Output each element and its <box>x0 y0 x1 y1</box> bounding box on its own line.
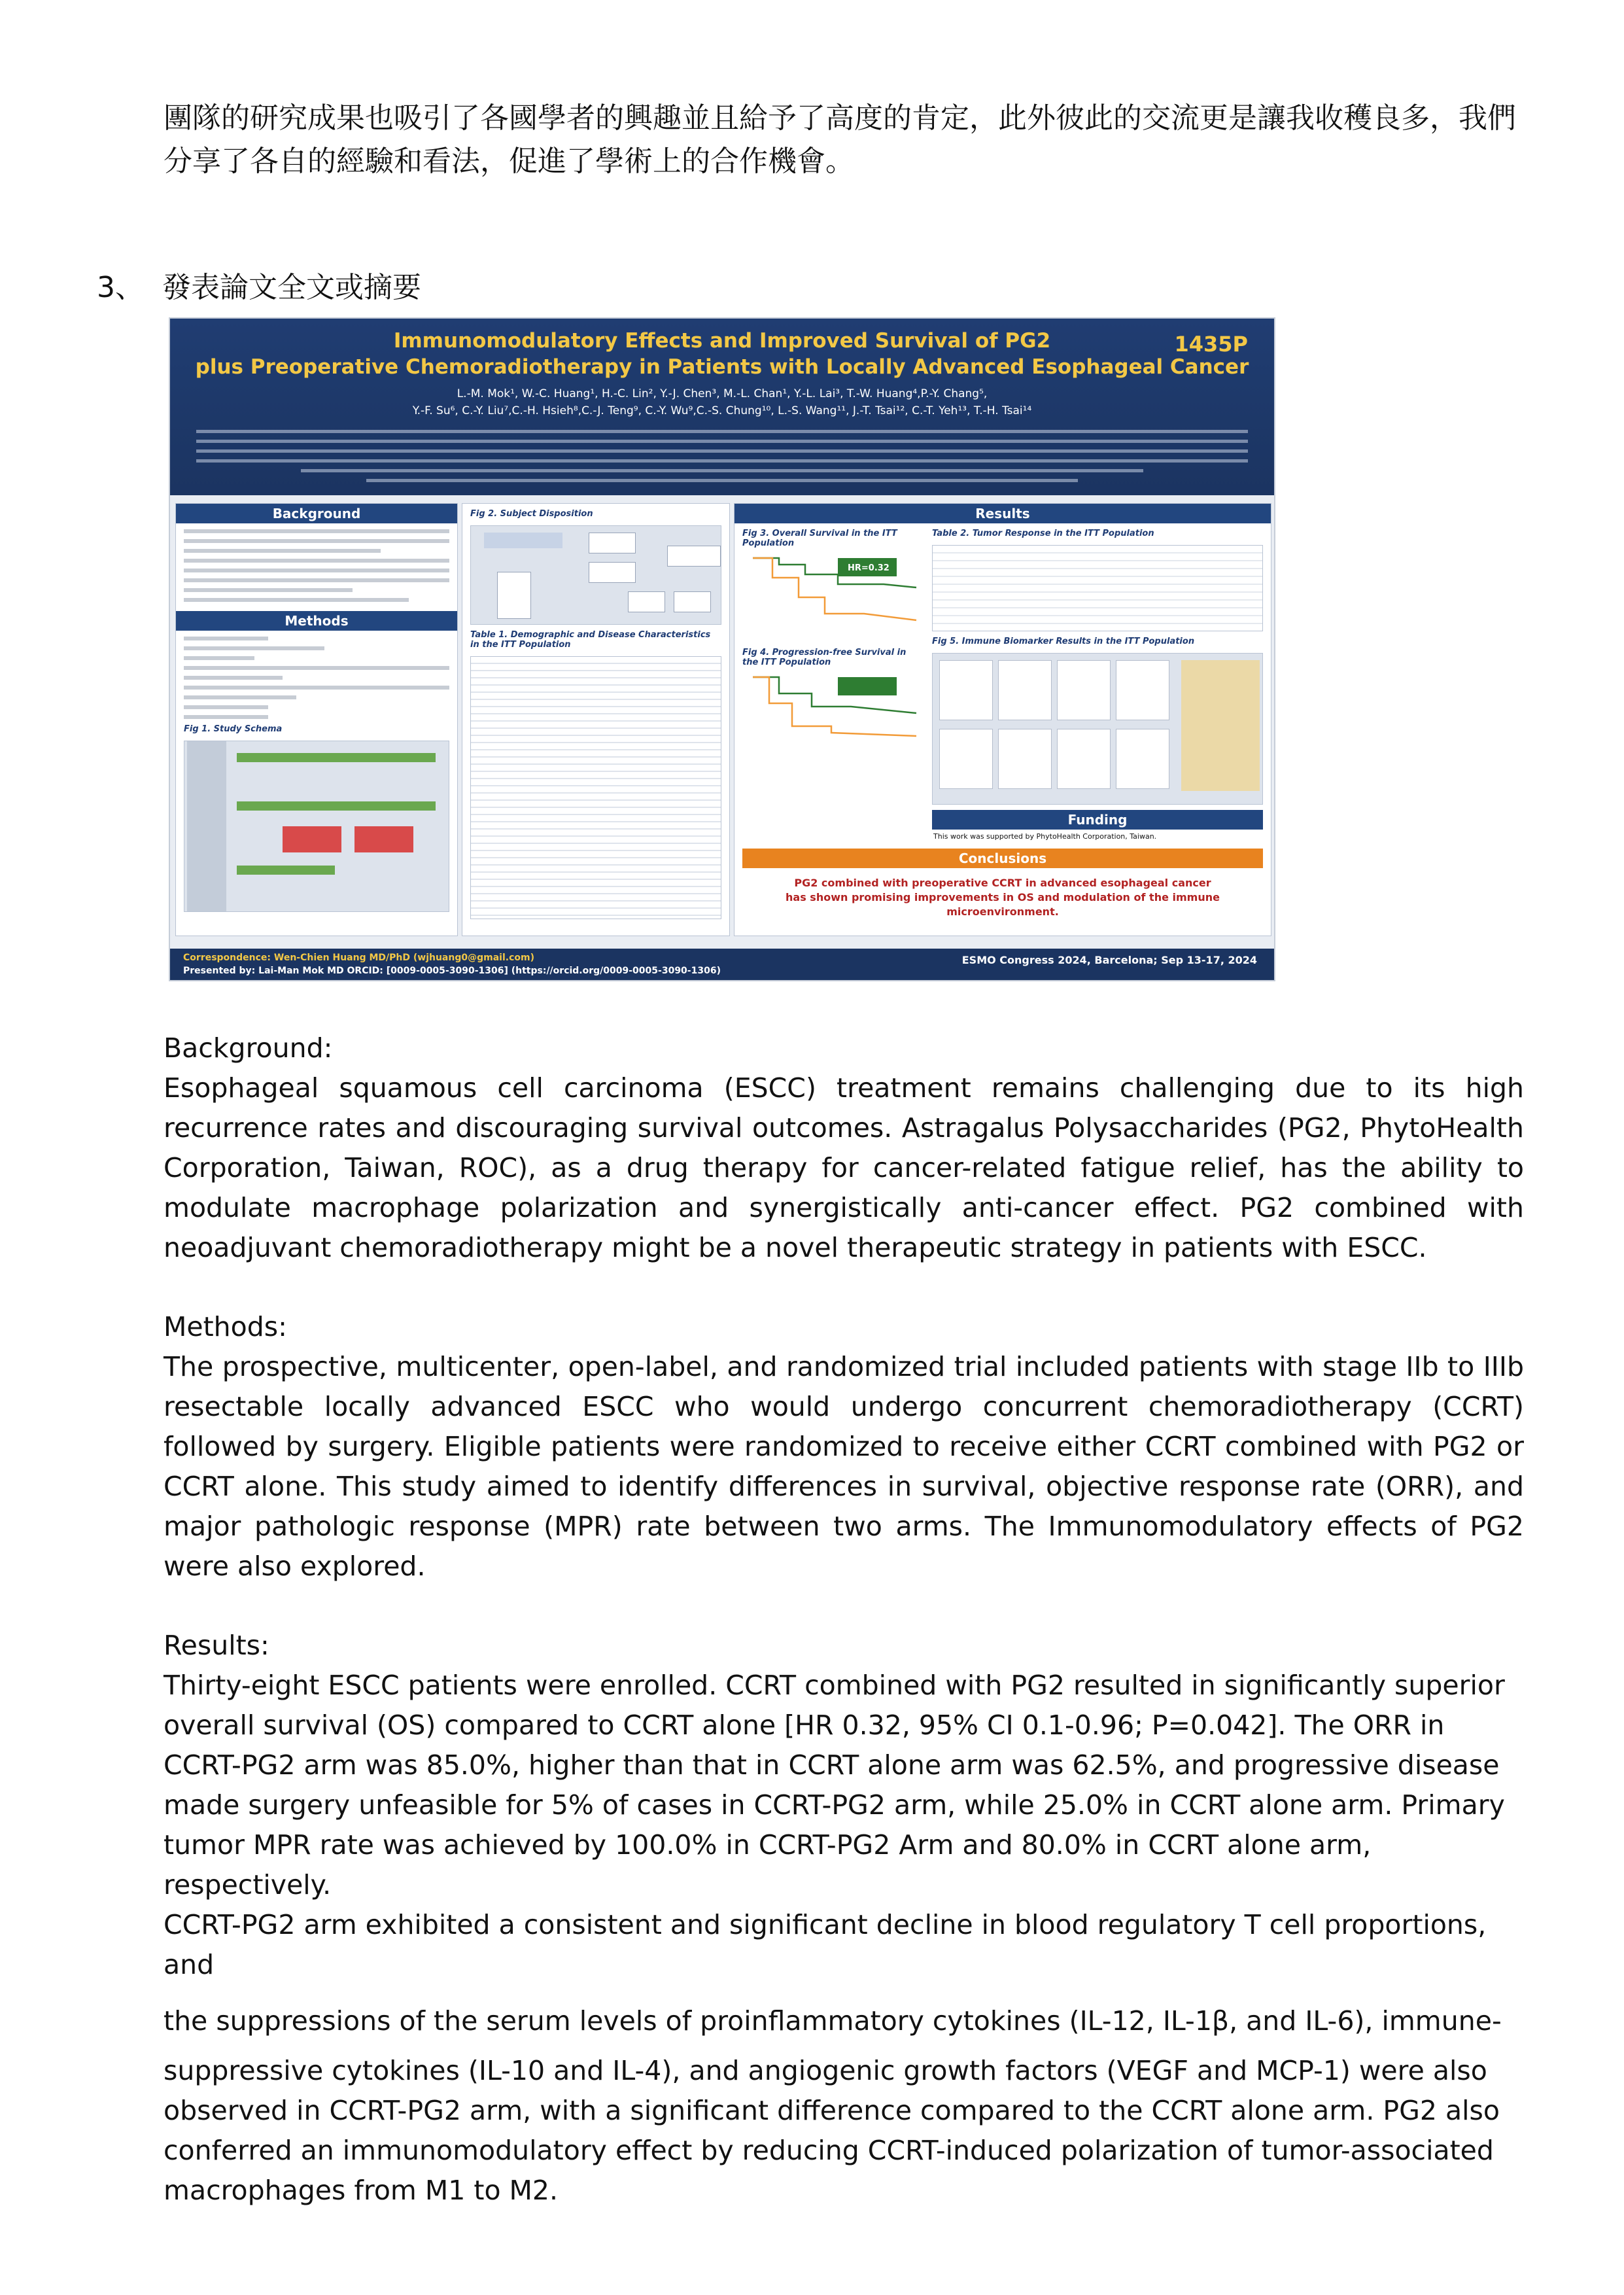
results-line-5: tumor MPR rate was achieved by 100.0% in CCRT-PG2 Arm and 80.0% in CCRT alone arm, respectively. <box>164 1829 1372 1901</box>
methods-text: The prospective, multicenter, open-label, and randomized trial included patients with stage IIb to IIIb resectable locally advanced ESCC who would undergo concurrent chemoradiotherapy (CCRT) followed by surgery. Eligible patients were randomized to receive either CCRT combined with PG2 or CCRT alone. This study aimed to identify differences in survival, objective response rate (ORR), and major pathologic response (MPR) rate between two arms. The Immunomodulatory effects of PG2 were also explored. <box>164 1351 1524 1582</box>
section-number: 3、 <box>97 271 144 304</box>
poster-left-column <box>175 503 458 936</box>
intro-paragraph: 團隊的研究成果也吸引了各國學者的興趣並且給予了高度的肯定，此外彼此的交流更是讓我收穫良多，我們分享了各自的經驗和看法，促進了學術上的合作機會。 <box>164 101 1516 178</box>
results-line-10: conferred an immunomodulatory effect by reducing CCRT-induced polarization of tumor-associated <box>164 2135 1494 2166</box>
poster-conclusions-title: Conclusions <box>742 849 1263 868</box>
poster-fig1-label: Fig 1. Study Schema <box>184 724 283 734</box>
poster-title-line-1: Immunomodulatory Effects and Improved Survival of PG2 <box>393 329 1051 353</box>
results-line-2: overall survival (OS) compared to CCRT alone [HR 0.32, 95% CI 0.1-0.96; P=0.042]. The ORR in <box>164 1709 1445 1741</box>
hr-annotation: HR=0.32 <box>848 563 890 573</box>
results-line-6: CCRT-PG2 arm exhibited a consistent and significant decline in blood regulatory T cell proportions, and <box>164 1909 1487 1980</box>
results-line-8: suppressive cytokines (IL-10 and IL-4), and angiogenic growth factors (VEGF and MCP-1) were also <box>164 2055 1487 2086</box>
methods-label: Methods: <box>164 1311 287 1342</box>
background-text: Esophageal squamous cell carcinoma (ESCC) treatment remains challenging due to its high recurrence rates and discouraging survival outcomes. Astragalus Polysaccharides (PG2, PhytoHealth Corporation, Taiwan, ROC), as a drug therapy for cancer-related fatigue relief, has the ability to modulate macrophage polarization and synergistically anti-cancer effect. PG2 combined with neoadjuvant chemoradiotherapy might be a novel therapeutic strategy in patients with ESCC. <box>164 1072 1524 1263</box>
poster-id: 1435P <box>1174 332 1248 357</box>
poster-conclusion-line-1: PG2 combined with preoperative CCRT in advanced esophageal cancer <box>794 877 1211 889</box>
poster-fig4-label: Fig 4. Progression-free Survival in the ITT Population <box>742 648 907 667</box>
poster-fig3-label: Fig 3. Overall Survival in the ITT Population <box>742 529 897 548</box>
demographics-table <box>470 656 721 919</box>
poster-background-title: Background <box>176 504 457 523</box>
overall-survival-curve <box>740 548 923 640</box>
results-line-9: observed in CCRT-PG2 arm, with a significant difference compared to the CCRT alone arm. PG2 also <box>164 2095 1500 2126</box>
affiliations-text-line <box>196 440 1248 443</box>
poster-conclusion-line-2: has shown promising improvements in OS and modulation of the immune microenvironment. <box>786 891 1220 918</box>
poster-presenter: Presented by: Lai-Man Mok MD ORCID: [0009-0005-3090-1306] (https://orcid.org/0009-0005-3090-1306) <box>183 966 721 976</box>
results-line-4: made surgery unfeasible for 5% of cases in CCRT-PG2 arm, while 25.0% in CCRT alone arm. Primary <box>164 1789 1505 1821</box>
poster-title-line-2: plus Preoperative Chemoradiotherapy in Patients with Locally Advanced Esophageal Cancer <box>195 355 1249 379</box>
affiliations-text-line <box>196 449 1248 453</box>
abstract-results <box>164 1626 1524 2211</box>
poster-fig2-label: Fig 2. Subject Disposition <box>470 509 593 519</box>
abstract-methods <box>164 1307 1524 1586</box>
affiliations-text-line <box>301 469 1143 472</box>
poster-title <box>170 328 1274 380</box>
study-schema-figure <box>184 741 449 912</box>
poster-authors-line-2: Y.-F. Su⁶, C.-Y. Liu⁷,C.-H. Hsieh⁸,C.-J. Teng⁹, C.-Y. Wu⁹,C.-S. Chung¹⁰, L.-S. Wang¹¹, J.-T. Tsai¹², C.-T. Yeh¹³, T.-H. Tsai¹⁴ <box>412 404 1032 417</box>
results-line-1: Thirty-eight ESCC patients were enrolled. CCRT combined with PG2 resulted in significantly superior <box>164 1670 1505 1701</box>
section-heading <box>97 268 421 307</box>
tumor-response-table <box>932 545 1263 631</box>
results-line-7: the suppressions of the serum levels of proinflammatory cytokines (IL-12, IL-1β, and IL-6), immune- <box>164 2005 1502 2037</box>
poster-table1-label: Table 1. Demographic and Disease Characteristics in the ITT Population <box>470 630 711 650</box>
results-line-3: CCRT-PG2 arm was 85.0%, higher than that in CCRT alone arm was 62.5%, and progressive disease <box>164 1749 1500 1781</box>
poster-footer-left <box>183 951 721 977</box>
poster-header <box>170 319 1274 495</box>
affiliations-text-line <box>196 430 1248 433</box>
poster-results-area <box>734 503 1271 936</box>
abstract-background <box>164 1028 1524 1268</box>
subject-disposition-figure <box>470 525 721 625</box>
background-label: Background: <box>164 1032 333 1064</box>
progression-free-survival-curve <box>740 667 923 759</box>
affiliations-text-line <box>196 459 1248 463</box>
poster-methods-title: Methods <box>176 611 457 631</box>
conference-poster <box>169 317 1275 981</box>
poster-authors <box>209 385 1235 419</box>
poster-funding-title: Funding <box>932 810 1263 830</box>
results-label: Results: <box>164 1630 269 1661</box>
poster-fig5-label: Fig 5. Immune Biomarker Results in the ITT Population <box>932 637 1195 646</box>
section-title: 發表論文全文或摘要 <box>162 271 421 304</box>
affiliations-text-line <box>366 479 1078 482</box>
poster-footer <box>170 949 1274 980</box>
poster-results-title: Results <box>734 504 1271 523</box>
poster-middle-column <box>462 503 730 936</box>
poster-congress: ESMO Congress 2024, Barcelona; Sep 13-17, 2024 <box>961 954 1257 966</box>
poster-correspondence: Correspondence: Wen-Chien Huang MD/PhD (wjhuang0@gmail.com) <box>183 953 534 963</box>
poster-conclusion-text <box>754 876 1251 919</box>
results-line-11: macrophages from M1 to M2. <box>164 2175 559 2206</box>
immune-biomarker-plots <box>932 653 1263 805</box>
poster-authors-line-1: L.-M. Mok¹, W.-C. Huang¹, H.-C. Lin², Y.-J. Chen³, M.-L. Chan¹, Y.-L. Lai³, T.-W. Huang⁴,P.-Y. Chang⁵, <box>457 387 988 400</box>
poster-funding-text: This work was supported by PhytoHealth Corporation, Taiwan. <box>933 832 1157 841</box>
poster-table2-label: Table 2. Tumor Response in the ITT Population <box>932 529 1154 538</box>
